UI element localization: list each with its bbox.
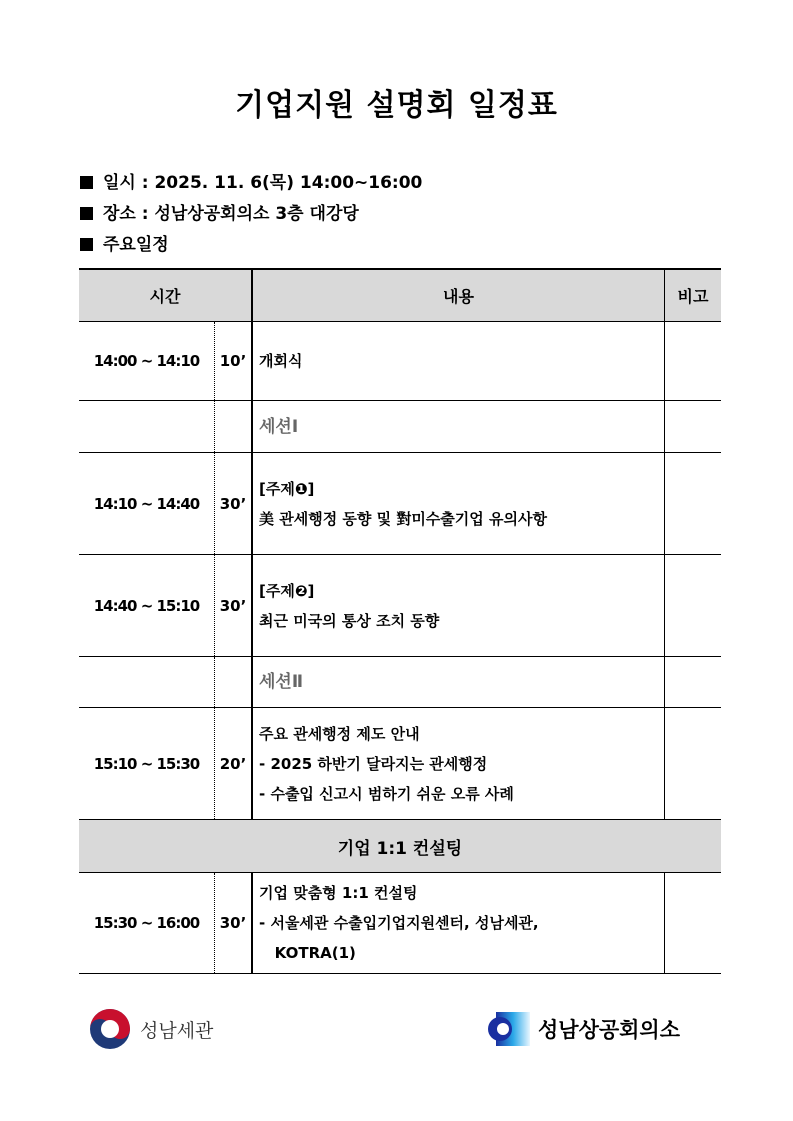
content-line: [주제❷] [259, 581, 315, 600]
content-line: KOTRA(1) [259, 944, 356, 962]
content-line: 주요 관세행정 제도 안내 [259, 724, 420, 743]
content-line: - 서울세관 수출입기업지원센터, 성남세관, [259, 914, 539, 932]
info-schedule [80, 230, 169, 255]
gear-icon [486, 1010, 530, 1048]
table-row [79, 401, 721, 453]
content-line: 기업 맞춤형 1:1 컨설팅 [259, 884, 418, 902]
square-bullet-icon [80, 207, 93, 220]
note-cell [665, 555, 722, 657]
content-cell [252, 453, 665, 555]
note-cell [665, 453, 722, 555]
info-text: 장소 : 성남상공회의소 3층 대강당 [103, 204, 359, 224]
session-label: 세션Ⅰ [259, 416, 299, 437]
info-text: 일시 : 2025. 11. 6(목) 14:00~16:00 [103, 173, 423, 193]
note-cell [665, 873, 722, 974]
session-label: 세션Ⅱ [259, 672, 304, 692]
content-line: - 수출입 신고시 범하기 쉬운 오류 사례 [259, 784, 514, 803]
logo-text: 성남상공회의소 [538, 1018, 681, 1042]
time-cell [79, 401, 215, 453]
time-cell [79, 657, 215, 708]
content-line: - 2025 하반기 달라지는 관세행정 [259, 754, 488, 773]
content-cell [252, 555, 665, 657]
logo-seongnam-chamber [486, 1010, 680, 1048]
note-cell [665, 322, 722, 401]
info-date [80, 168, 422, 193]
content-cell [252, 322, 665, 401]
content-cell [252, 657, 665, 708]
square-bullet-icon [80, 238, 93, 251]
note-cell [665, 401, 722, 453]
table-row [79, 322, 721, 401]
content-line: 美 관세행정 동향 및 對미수출기업 유의사항 [259, 509, 547, 528]
content-cell [252, 708, 665, 820]
header-note: 비고 [665, 269, 722, 322]
note-cell [665, 708, 722, 820]
duration-cell [215, 401, 253, 453]
duration-cell: 20’ [215, 708, 253, 820]
schedule-table [79, 268, 721, 974]
logo-text: 성남세관 [140, 1019, 214, 1042]
time-cell: 14:00 ~ 14:10 [79, 322, 215, 401]
page-title: 기업지원 설명회 일정표 [235, 88, 558, 123]
table-row [79, 873, 721, 974]
table-row [79, 657, 721, 708]
content-line: 최근 미국의 통상 조치 동향 [259, 611, 440, 630]
content-line: [주제❶] [259, 479, 315, 498]
table-row [79, 820, 721, 873]
time-cell: 15:30 ~ 16:00 [79, 873, 215, 974]
content-line: 개회식 [259, 352, 303, 370]
table-row [79, 453, 721, 555]
header-content: 내용 [252, 269, 665, 322]
time-cell: 15:10 ~ 15:30 [79, 708, 215, 820]
table-row [79, 555, 721, 657]
duration-cell: 30’ [215, 453, 253, 555]
info-text: 주요일정 [103, 235, 169, 255]
square-bullet-icon [80, 176, 93, 189]
duration-cell [215, 657, 253, 708]
time-cell: 14:10 ~ 14:40 [79, 453, 215, 555]
time-cell: 14:40 ~ 15:10 [79, 555, 215, 657]
duration-cell: 30’ [215, 873, 253, 974]
duration-cell: 30’ [215, 555, 253, 657]
note-cell [665, 657, 722, 708]
info-place [80, 199, 359, 224]
table-row [79, 708, 721, 820]
section-row-title: 기업 1:1 컨설팅 [79, 820, 721, 873]
logo-seongnam-customs [88, 1007, 213, 1051]
content-cell [252, 401, 665, 453]
duration-cell: 10’ [215, 322, 253, 401]
header-time: 시간 [79, 269, 252, 322]
taegeuk-icon [88, 1007, 132, 1051]
table-header [79, 269, 721, 322]
content-cell [252, 873, 665, 974]
